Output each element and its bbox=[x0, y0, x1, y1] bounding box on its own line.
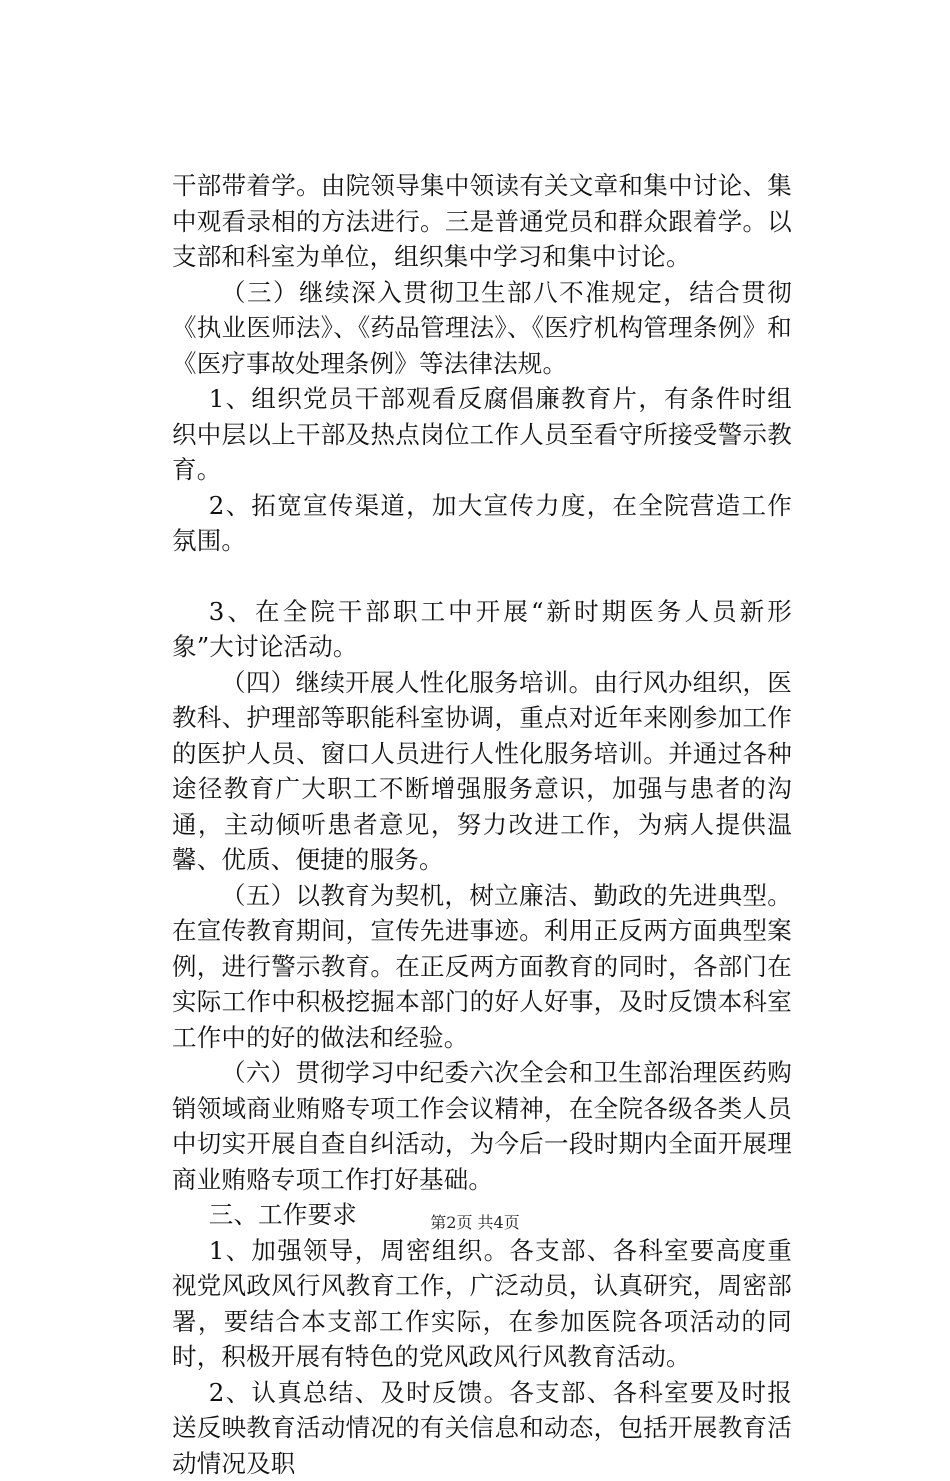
paragraph-2: （三）继续深入贯彻卫生部八不准规定，结合贯彻《执业医师法》、《药品管理法》、《医疗机构管理条例》和《医疗事故处理条例》等法律法规。 bbox=[172, 275, 792, 382]
paragraph-7: （五）以教育为契机，树立廉洁、勤政的先进典型。在宣传教育期间，宣传先进事迹。利用正反两方面典型案例，进行警示教育。在正反两方面教育的同时，各部门在实际工作中积极挖掘本部门的好人好事，及时反馈本科室工作中的好的做法和经验。 bbox=[172, 878, 792, 1056]
paragraph-6: （四）继续开展人性化服务培训。由行风办组织，医教科、护理部等职能科室协调，重点对近年来刚参加工作的医护人员、窗口人员进行人性化服务培训。并通过各种途径教育广大职工不断增强服务意识，加强与患者的沟通，主动倾听患者意见，努力改进工作，为病人提供温馨、优质、便捷的服务。 bbox=[172, 665, 792, 878]
paragraph-9: 1、加强领导，周密组织。各支部、各科室要高度重视党风政风行风教育工作，广泛动员，认真研究，周密部署，要结合本支部工作实际，在参加医院各项活动的同时，积极开展有特色的党风政风行风教育活动。 bbox=[172, 1233, 792, 1375]
section-heading: 三、工作要求 bbox=[172, 1197, 792, 1233]
page-number-footer: 第2页 共4页 bbox=[0, 1213, 950, 1233]
paragraph-5: 3、在全院干部职工中开展“新时期医务人员新形象”大讨论活动。 bbox=[172, 594, 792, 665]
paragraph-spacer bbox=[172, 559, 792, 594]
paragraph-4: 2、拓宽宣传渠道，加大宣传力度，在全院营造工作氛围。 bbox=[172, 488, 792, 559]
paragraph-3: 1、组织党员干部观看反腐倡廉教育片，有条件时组织中层以上干部及热点岗位工作人员至看守所接受警示教育。 bbox=[172, 381, 792, 488]
paragraph-1: 干部带着学。由院领导集中领读有关文章和集中讨论、集中观看录相的方法进行。三是普通党员和群众跟着学。以支部和科室为单位，组织集中学习和集中讨论。 bbox=[172, 168, 792, 275]
paragraph-8: （六）贯彻学习中纪委六次全会和卫生部治理医药购销领域商业贿赂专项工作会议精神，在全院各级各类人员中切实开展自查自纠活动，为今后一段时期内全面开展理商业贿赂专项工作打好基础。 bbox=[172, 1055, 792, 1197]
paragraph-10: 2、认真总结、及时反馈。各支部、各科室要及时报送反映教育活动情况的有关信息和动态，包括开展教育活动情况及职 bbox=[172, 1375, 792, 1481]
document-body bbox=[172, 168, 792, 1481]
